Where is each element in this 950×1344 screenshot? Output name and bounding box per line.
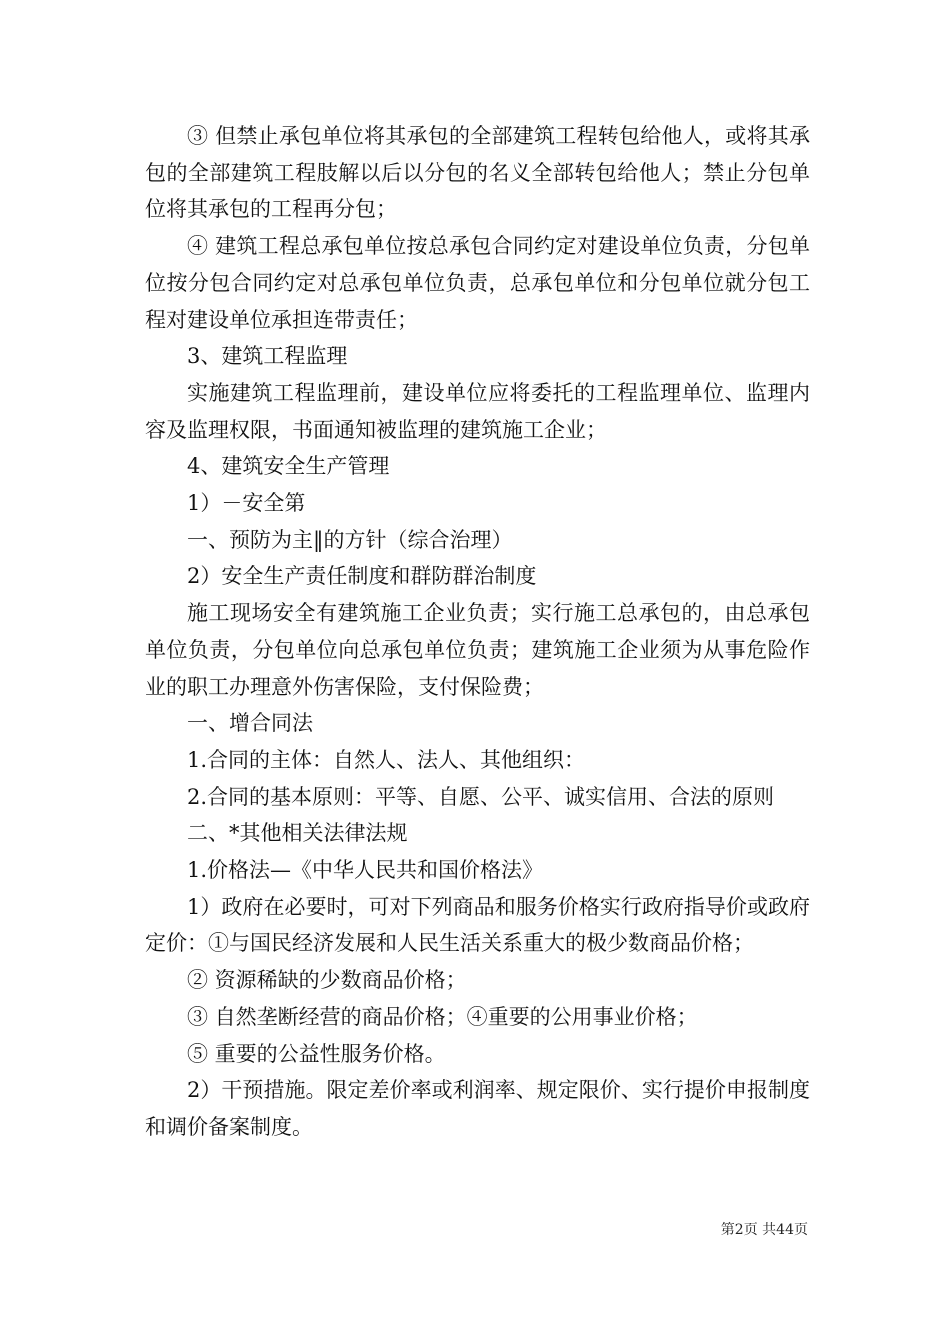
section-heading-contract-law: 一、增合同法 — [187, 711, 313, 736]
paragraph-17: ③ 自然垄断经营的商品价格；④重要的公用事业价格； — [187, 1004, 698, 1029]
footer-current-page: 2 — [734, 1222, 744, 1238]
paragraph-18: ⑤ 重要的公益性服务价格。 — [187, 1041, 446, 1066]
footer-middle: 页 共 — [743, 1222, 777, 1238]
document-body — [145, 118, 810, 1146]
paragraph-8: 2）安全生产责任制度和群防群治制度 — [187, 564, 537, 589]
paragraph-9: 施工现场安全有建筑施工企业负责；实行施工总承包的，由总承包单位负责，分包单位向总承包单位负责；建筑施工企业须为从事危险作业的职工办理意外伤害保险，支付保险费； — [145, 601, 810, 699]
paragraph-2: ④ 建筑工程总承包单位按总承包合同约定对建设单位负责，分包单位按分包合同约定对总承包单位负责，总承包单位和分包单位就分包工程对建设单位承担连带责任； — [145, 234, 810, 332]
footer-suffix: 页 — [794, 1222, 808, 1238]
paragraph-19: 2）干预措施。限定差价率或利润率、规定限价、实行提价申报制度和调价备案制度。 — [145, 1078, 810, 1139]
paragraph-12: 2.合同的基本原则：平等、自愿、公平、诚实信用、合法的原则 — [187, 784, 775, 809]
paragraph-11: 1.合同的主体：自然人、法人、其他组织： — [187, 747, 586, 772]
paragraph-1: ③ 但禁止承包单位将其承包的全部建筑工程转包给他人，或将其承包的全部建筑工程肢解以后以分包的名义全部转包给他人；禁止分包单位将其承包的工程再分包； — [145, 124, 810, 222]
paragraph-15: 1）政府在必要时，可对下列商品和服务价格实行政府指导价或政府定价：①与国民经济发展和人民生活关系重大的极少数商品价格； — [145, 894, 810, 956]
paragraph-14: 1.价格法—《中华人民共和国价格法》 — [187, 858, 544, 883]
paragraph-4: 实施建筑工程监理前，建设单位应将委托的工程监理单位、监理内容及监理权限，书面通知被监理的建筑施工企业； — [145, 380, 810, 442]
paragraph-6: 1）－安全第 — [187, 491, 306, 516]
section-heading-3: 3、建筑工程监理 — [187, 344, 348, 369]
section-heading-other-laws: 二、*其他相关法律法规 — [187, 821, 408, 846]
paragraph-7: 一、预防为主‖的方针（综合治理） — [187, 527, 513, 552]
page-number-footer — [660, 1220, 808, 1240]
paragraph-16: ② 资源稀缺的少数商品价格； — [187, 968, 467, 993]
section-heading-4: 4、建筑安全生产管理 — [187, 454, 390, 479]
footer-prefix: 第 — [720, 1222, 735, 1238]
footer-total-pages: 44 — [776, 1222, 794, 1238]
